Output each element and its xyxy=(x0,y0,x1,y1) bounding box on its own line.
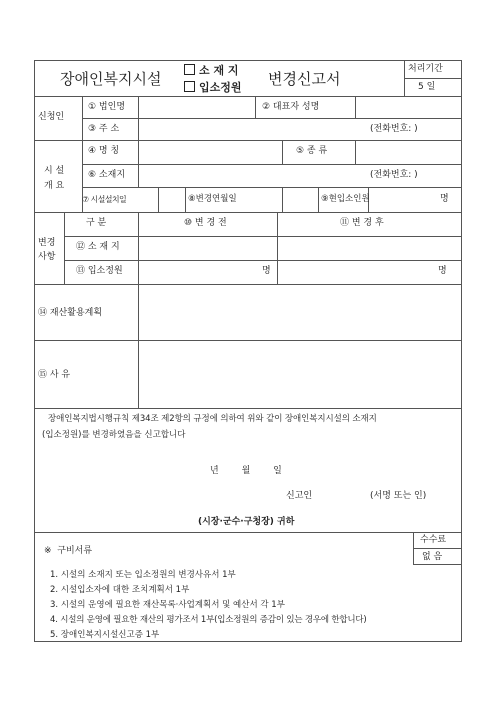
declaration-line-1: 장애인복지법시행규칙 제34조 제2항의 규정에 의하여 위와 같이 장애인복지시설의 소재지 xyxy=(48,414,377,424)
current-capacity-label: ⑨현입소인원 xyxy=(321,194,370,204)
capacity-before-unit: 명 xyxy=(262,266,271,276)
option-capacity[interactable]: 입소정원 xyxy=(184,81,242,94)
signature-label: (서명 또는 인) xyxy=(370,491,427,501)
change-section-label: 변경 xyxy=(38,238,56,248)
facility-section-label-2: 개 요 xyxy=(44,181,65,191)
install-date-label: ⑦ 시설설치일 xyxy=(82,195,127,204)
document-item: 1. 시설의 소재지 또는 입소정원의 변경사유서 1부 xyxy=(50,570,236,580)
declaration-line-2: (입소정원)를 변경하였음을 신고합니다 xyxy=(42,430,186,440)
facility-section-label: 시 설 xyxy=(44,166,65,176)
checkbox-capacity[interactable] xyxy=(184,81,195,92)
column-after: ⑪ 변 경 후 xyxy=(340,218,384,228)
applicant-phone-label: (전화번호: ) xyxy=(370,124,418,134)
document-item: 2. 시설입소자에 대한 조치계획서 1부 xyxy=(50,585,190,595)
row-capacity-label: ⑬ 입소정원 xyxy=(76,266,123,276)
change-section-label-2: 사항 xyxy=(38,252,56,262)
capacity-after-unit: 명 xyxy=(438,266,447,276)
facility-location-label: ⑥ 소재지 xyxy=(88,170,126,180)
declaration-date: 년 월 일 xyxy=(210,466,282,476)
facility-phone-label: (전화번호: ) xyxy=(370,170,418,180)
form-border-top xyxy=(34,60,462,61)
column-category: 구 분 xyxy=(86,218,107,228)
applicant-address-label: ③ 주 소 xyxy=(88,124,120,134)
processing-period-label: 처리기간 xyxy=(408,64,443,74)
representative-label: ② 대표자 성명 xyxy=(262,102,320,112)
fee-value: 없 음 xyxy=(422,552,443,562)
facility-type-label: ⑤ 종 류 xyxy=(296,146,328,156)
corp-name-label: ① 법인명 xyxy=(88,102,126,112)
facility-name-label: ④ 명 칭 xyxy=(88,146,120,156)
form-border-right xyxy=(461,60,462,642)
processing-period-value: 5 일 xyxy=(418,82,436,92)
current-capacity-unit: 명 xyxy=(440,194,449,204)
column-before: ⑩ 변 경 전 xyxy=(184,218,227,228)
form-title-right: 변경신고서 xyxy=(268,70,341,88)
checkbox-location[interactable] xyxy=(184,64,195,75)
fee-label: 수수료 xyxy=(420,535,447,545)
addressee: (시장·군수·구청장) 귀하 xyxy=(198,517,295,527)
form-border-left xyxy=(34,60,35,642)
document-item: 4. 시설의 운영에 필요한 재산의 평가조서 1부(입소정원의 증감이 있는 경우에 한합니다) xyxy=(50,615,367,625)
reason-label: ⑮ 사 유 xyxy=(38,370,71,380)
form-title-left: 장애인복지시설 xyxy=(60,70,162,88)
applicant-section-label: 신청인 xyxy=(38,112,65,122)
option-location[interactable]: 소 재 지 xyxy=(184,64,239,77)
reporter-label: 신고인 xyxy=(286,491,313,501)
form-border-bottom xyxy=(34,641,462,642)
document-item: 3. 시설의 운영에 필요한 재산목록·사업계획서 및 예산서 각 1부 xyxy=(50,600,285,610)
row-location-label: ⑫ 소 재 지 xyxy=(76,242,120,252)
property-plan-label: ⑭ 재산활용계획 xyxy=(38,308,103,318)
change-date-label: ⑧변경연월일 xyxy=(188,194,237,204)
document-item: 5. 장애인복지시설신고증 1부 xyxy=(50,630,160,640)
documents-title: ※ 구비서류 xyxy=(44,546,93,556)
